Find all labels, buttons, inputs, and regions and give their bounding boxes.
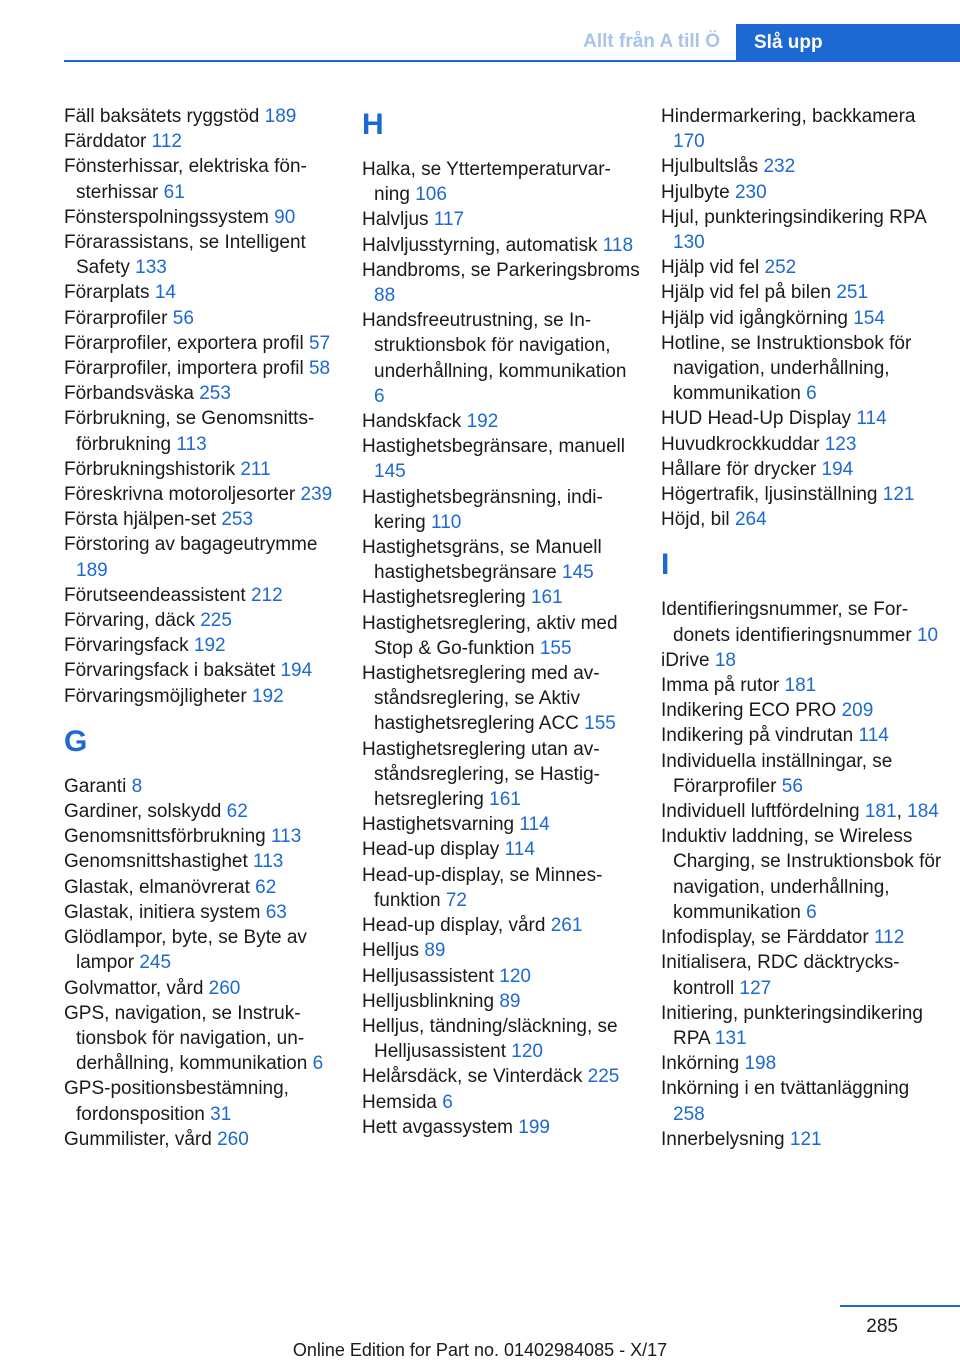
index-entry (64, 774, 342, 799)
page-reference-link[interactable]: 154 (853, 307, 885, 329)
index-entry (362, 585, 640, 610)
index-term: Hållare för drycker (661, 458, 817, 480)
index-entry (661, 306, 946, 331)
index-entry (362, 661, 640, 737)
page-reference-link[interactable]: 6 (312, 1053, 324, 1075)
page-reference-link[interactable]: 6 (806, 901, 817, 923)
page-reference-link[interactable]: 123 (824, 433, 857, 455)
index-term: Handsfreeutrustning, se Instruktionsbok för navigation, underhållning, kommunikation (362, 310, 627, 382)
page-reference-link[interactable]: 253 (199, 383, 231, 405)
page-reference-link[interactable]: 10 (916, 624, 939, 646)
page-reference-link[interactable]: 88 (374, 285, 396, 307)
index-column-2 (362, 104, 640, 1140)
index-term: Helljusassistent (362, 965, 494, 987)
index-term: Identifieringsnummer, se Fordonets identifieringsnummer (661, 599, 912, 646)
index-term: Färddator (64, 131, 147, 153)
page-reference-link[interactable]: 199 (518, 1116, 550, 1138)
page-reference-link[interactable]: 181 (784, 675, 817, 697)
index-entry (661, 824, 946, 925)
page-reference-link[interactable]: 145 (374, 461, 406, 483)
page-reference-link[interactable]: 258 (673, 1103, 705, 1125)
index-term: Första hjälpen-set (64, 509, 217, 531)
index-entry (661, 482, 946, 507)
section-letter: G (64, 724, 88, 758)
index-entry (661, 1127, 946, 1152)
page-reference-link[interactable]: 118 (602, 234, 634, 256)
index-entry (661, 205, 946, 255)
index-term: Förarprofiler, importera profil (64, 358, 304, 380)
section-letter: I (661, 548, 670, 582)
index-term: Individuella inställningar, se Förarprofiler (661, 750, 893, 797)
index-entry (362, 837, 640, 862)
index-term: Helljus, tändning/släckning, se Helljusassistent (362, 1015, 618, 1063)
index-entry (362, 1115, 640, 1140)
index-entry (661, 255, 946, 280)
index-entry (661, 723, 946, 748)
page-reference-link[interactable]: 56 (172, 307, 194, 329)
index-term: Gummilister, vård (64, 1128, 212, 1150)
page-reference-link[interactable]: 225 (200, 610, 232, 632)
index-column-3 (661, 104, 946, 1152)
index-entry (64, 205, 342, 230)
page-reference-link[interactable]: 212 (250, 584, 283, 606)
index-term: Hastighetsvarning (362, 814, 515, 836)
index-entry (362, 863, 640, 913)
section-spacer (64, 709, 342, 721)
index-column-1 (64, 104, 342, 1152)
index-entry (64, 824, 342, 849)
index-entry (64, 1127, 342, 1152)
index-term: Indikering på vindrutan (661, 725, 854, 747)
index-entry (661, 331, 946, 407)
page-reference-link[interactable]: 245 (139, 952, 172, 974)
index-entry (362, 611, 640, 661)
footer-rule (840, 1305, 960, 1307)
index-term: Genomsnittsförbrukning (64, 826, 266, 848)
index-term: Gardiner, solskydd (64, 801, 222, 823)
index-entry (661, 180, 946, 205)
page-reference-link[interactable]: 131 (714, 1027, 747, 1049)
index-term: Hjälp vid fel på bilen (661, 282, 832, 304)
page-reference-link[interactable]: 253 (221, 509, 254, 531)
index-term: Head-up display (362, 839, 500, 861)
index-entry (661, 280, 946, 305)
index-entry (661, 1076, 946, 1126)
index-term: Huvudkrockkuddar (661, 433, 820, 455)
page-number: 285 (866, 1316, 898, 1337)
index-term: Induktiv laddning, se Wireless Charging, se Instruktionsbok för navigation, underhållning, kommunikation (661, 826, 942, 923)
tab-look-up[interactable]: Slå upp (736, 24, 960, 62)
index-entry (362, 434, 640, 484)
index-term: Glödlampor, byte, se Byte av lampor (64, 927, 307, 974)
index-entry (64, 799, 342, 824)
index-term: Infodisplay, se Färddator (661, 927, 869, 949)
index-term: Fäll baksätets ryggstöd (64, 106, 260, 127)
index-entry (661, 698, 946, 723)
index-entry (64, 406, 342, 456)
index-entry (362, 737, 640, 813)
page-reference-link[interactable]: 18 (714, 649, 736, 671)
page-reference-link[interactable]: 261 (550, 915, 583, 937)
index-entry (362, 989, 640, 1014)
page-reference-link[interactable]: 121 (882, 484, 915, 506)
index-entry (64, 925, 342, 975)
page-reference-link[interactable]: 89 (424, 940, 446, 962)
page-reference-link[interactable]: 114 (519, 814, 550, 836)
index-entry (362, 308, 640, 409)
index-term: Förvaringsmöjligheter (64, 685, 247, 707)
page-reference-link[interactable]: 120 (511, 1041, 543, 1063)
index-term: Förutseendeassistent (64, 584, 246, 606)
index-entry (64, 900, 342, 925)
index-entry (362, 1090, 640, 1115)
page-reference-link[interactable]: 72 (445, 889, 467, 911)
page-reference-link[interactable]: 192 (193, 635, 226, 657)
index-entry (362, 258, 640, 308)
page-reference-link[interactable]: 252 (764, 257, 797, 279)
page-reference-link[interactable]: 63 (265, 901, 287, 923)
index-entry (64, 104, 342, 129)
page-reference-link[interactable]: 260 (208, 977, 241, 999)
index-entry (64, 331, 342, 356)
index-entry (661, 673, 946, 698)
index-term: Hjul, punkteringsindikering RPA (661, 206, 926, 228)
index-term: Höjd, bil (661, 509, 730, 531)
index-entry (661, 507, 946, 532)
index-entry (362, 812, 640, 837)
index-term: GPS, navigation, se Instruktionsbok för navigation, underhållning, kommunikation (64, 1002, 308, 1075)
index-term: Hindermarkering, backkamera (661, 106, 916, 127)
header-rule (64, 60, 960, 62)
page-reference-link[interactable]: 145 (562, 562, 594, 584)
index-entry (362, 157, 640, 207)
index-term: Hotline, se Instruktionsbok för navigation, underhållning, kommunikation (661, 332, 912, 405)
index-term: Hastighetsreglering (362, 587, 526, 609)
page-reference-link[interactable]: 194 (280, 660, 313, 682)
index-term: Hastighetsbegränsning, indikering (362, 486, 603, 533)
index-entry (661, 104, 946, 154)
index-term: Förbrukningshistorik (64, 458, 236, 480)
index-term: HUD Head-Up Display (661, 408, 852, 430)
index-entry (661, 950, 946, 1000)
page-reference-link[interactable]: 127 (739, 977, 772, 999)
index-entry (64, 482, 342, 507)
index-entry (64, 532, 342, 582)
index-entry (362, 535, 640, 585)
index-entry (64, 381, 342, 406)
page-reference-link[interactable]: 6 (806, 383, 817, 405)
index-entry (64, 976, 342, 1001)
index-term: iDrive (661, 649, 710, 671)
index-entry (661, 648, 946, 673)
index-entry (661, 154, 946, 179)
index-entry (64, 507, 342, 532)
page-reference-link[interactable]: 189 (76, 559, 108, 581)
page-reference-link[interactable]: 112 (151, 131, 182, 153)
page-reference-link[interactable]: 155 (584, 713, 616, 735)
page-reference-link[interactable]: 112 (873, 927, 905, 949)
index-term: Förbrukning, se Genomsnittsförbrukning (64, 408, 315, 455)
index-term: Indikering ECO PRO (661, 700, 837, 722)
index-term: Helljus (362, 940, 420, 962)
page-reference-link[interactable]: 14 (154, 282, 176, 304)
index-term: Initialisera, RDC däcktryckskontroll (661, 952, 900, 999)
page-reference-link[interactable]: 194 (821, 458, 854, 480)
page-reference-link[interactable]: 121 (789, 1128, 822, 1150)
index-entry (362, 913, 640, 938)
index-term: Förarassistans, se Intelligent Safety (64, 232, 306, 279)
index-term: Hastighetsgräns, se Manuell hastighetsbegränsare (362, 537, 602, 584)
index-entry (362, 1064, 640, 1089)
index-term: Innerbelysning (661, 1128, 785, 1150)
index-entry (64, 154, 342, 204)
page-reference-link[interactable]: 58 (308, 358, 331, 380)
page-reference-link[interactable]: 114 (856, 408, 887, 430)
index-entry (362, 938, 640, 963)
index-entry (64, 658, 342, 683)
index-term: Hemsida (362, 1091, 437, 1113)
page-reference-link[interactable]: 239 (300, 484, 333, 506)
index-term: Hett avgassystem (362, 1116, 513, 1138)
page-reference-link[interactable]: 113 (176, 433, 207, 455)
page-reference-link[interactable]: 57 (309, 332, 331, 354)
index-entry (661, 432, 946, 457)
index-entry (661, 1051, 946, 1076)
page-reference-link[interactable]: 117 (433, 209, 465, 231)
index-entry (64, 457, 342, 482)
index-term: Glastak, elmanövrerat (64, 876, 250, 898)
index-term: Halka, se Yttertemperaturvarning (362, 159, 611, 206)
index-entry (64, 608, 342, 633)
index-entry (64, 849, 342, 874)
page-reference-link[interactable]: 211 (240, 458, 271, 480)
page-reference-link[interactable]: 61 (163, 181, 185, 203)
page-reference-link[interactable]: 113 (271, 826, 302, 848)
section-spacer (661, 532, 946, 544)
index-entry (64, 684, 342, 709)
index-term: Handskfack (362, 411, 462, 433)
page-reference-link[interactable]: 161 (489, 789, 521, 811)
page-reference-link[interactable]: 192 (466, 411, 499, 433)
page-reference-link[interactable]: 181 (864, 801, 897, 823)
index-entry: Individuell luftfördelning 181, 184 (661, 801, 939, 823)
page-reference-link[interactable]: 110 (431, 511, 462, 533)
index-term: Handbroms, se Parkeringsbroms (362, 259, 640, 281)
index-entry (64, 1076, 342, 1126)
index-term: Förvaring, däck (64, 610, 195, 632)
page-reference-link[interactable]: 192 (251, 685, 284, 707)
page-reference-link[interactable]: 90 (274, 206, 296, 228)
index-term: Föreskrivna motoroljesorter (64, 484, 296, 506)
page-reference-link[interactable]: 209 (841, 700, 874, 722)
index-term: Förvaringsfack i baksätet (64, 660, 276, 682)
index-entry (64, 875, 342, 900)
index-term: Helljusblinkning (362, 990, 495, 1012)
index-term: Hjulbyte (661, 181, 730, 203)
index-term: GPS-positionsbestämning, fordonsposition (64, 1078, 289, 1125)
index-entry (64, 129, 342, 154)
page-reference-link[interactable]: 230 (734, 181, 767, 203)
index-term: Hjälp vid fel (661, 257, 760, 279)
index-term: Inkörning (661, 1053, 740, 1075)
index-entry (64, 356, 342, 381)
section-letter: H (362, 108, 384, 141)
index-term: Head-up-display, se Minnesfunktion (362, 864, 603, 911)
index-entry (661, 925, 946, 950)
page-reference-link[interactable]: 113 (253, 851, 284, 873)
page-reference-link[interactable]: 120 (499, 965, 531, 987)
index-term: Genomsnittshastighet (64, 851, 248, 873)
page-reference-link[interactable]: 89 (499, 990, 521, 1012)
index-term: Imma på rutor (661, 675, 780, 697)
index-term: Hjulbultslås (661, 156, 759, 178)
page-reference-link[interactable]: 232 (763, 156, 796, 178)
index-entry (362, 485, 640, 535)
page-reference-link[interactable]: 6 (374, 385, 385, 407)
index-term: Garanti (64, 775, 127, 797)
index-term: Förarprofiler, exportera profil (64, 332, 304, 354)
index-term: Inkörning i en tvättanläggning (661, 1078, 910, 1100)
index-entry (64, 230, 342, 280)
index-term: Hastighetsreglering utan avståndsreglering, se Hastighetsreglering (362, 738, 600, 811)
index-term: Individuell luftfördelning (661, 801, 860, 823)
index-entry (362, 1014, 640, 1064)
page-reference-link[interactable]: 8 (131, 775, 143, 797)
index-term: Förvaringsfack (64, 635, 189, 657)
index-term: Fönsterspolningssystem (64, 206, 269, 228)
index-term: Fönsterhissar, elektriska fönsterhissar (64, 156, 307, 203)
page-reference-link[interactable]: 106 (415, 184, 447, 206)
page-reference-link[interactable]: 62 (226, 801, 248, 823)
index-term: Förarprofiler (64, 307, 168, 329)
page-reference-link[interactable]: 31 (210, 1103, 232, 1125)
index-entry (362, 964, 640, 989)
index-term: Hjälp vid igångkörning (661, 307, 848, 329)
index-entry (362, 207, 640, 232)
index-term: Glastak, initiera system (64, 901, 261, 923)
index-entry (64, 583, 342, 608)
page-reference-link[interactable]: 170 (673, 131, 705, 153)
index-term: Förarplats (64, 282, 150, 304)
index-term: Initiering, punkteringsindikering RPA (661, 1002, 923, 1049)
index-entry (362, 409, 640, 434)
index-term: Golvmattor, vård (64, 977, 204, 999)
index-entry (661, 406, 946, 431)
page-reference-link[interactable]: 260 (217, 1128, 249, 1150)
page-reference-link[interactable]: 6 (442, 1091, 453, 1113)
index-entry (64, 1001, 342, 1077)
page-reference-link[interactable]: 133 (135, 257, 167, 279)
page-header (64, 24, 960, 62)
index-term: Halvljusstyrning, automatisk (362, 234, 598, 256)
index-term: Hastighetsbegränsare, manuell (362, 436, 625, 458)
edition-note: Online Edition for Part no. 01402984085 - X/17 (292, 1340, 668, 1360)
page-reference-link[interactable]: 62 (255, 876, 277, 898)
index-term: Förbandsväska (64, 383, 194, 405)
page-reference-link[interactable]: 251 (836, 282, 869, 304)
page-reference-link[interactable]: 184 (907, 801, 939, 823)
index-entry (64, 280, 342, 305)
page-reference-link[interactable]: 161 (530, 587, 563, 609)
page-reference-link[interactable]: 155 (539, 637, 572, 659)
page-reference-link[interactable]: 130 (673, 232, 705, 254)
index-entry (661, 457, 946, 482)
index-entry (64, 306, 342, 331)
page-reference-link[interactable]: 189 (264, 106, 297, 127)
page-reference-link[interactable]: 225 (587, 1066, 620, 1088)
index-term: Halvljus (362, 209, 429, 231)
index-term: Högertrafik, ljusinställning (661, 484, 878, 506)
page-reference-link[interactable]: 264 (734, 509, 767, 531)
page-reference-link[interactable]: 198 (744, 1053, 777, 1075)
page-reference-link[interactable]: 56 (781, 775, 803, 797)
index-term: Förstoring av bagageutrymme (64, 534, 318, 556)
index-entry (661, 749, 946, 799)
tab-index[interactable]: Allt från A till Ö (583, 31, 720, 52)
index-entry (362, 233, 640, 258)
index-entry (661, 597, 946, 647)
page-reference-link[interactable]: 114 (858, 725, 889, 747)
index-entry (661, 1001, 946, 1051)
index-term: Hastighetsreglering med avståndsreglering, se Aktiv hastighetsreglering ACC (362, 663, 600, 735)
index-entry (64, 633, 342, 658)
index-term: Helårsdäck, se Vinterdäck (362, 1066, 583, 1088)
index-term: Hastighetsreglering, aktiv med Stop & Go-funktion (362, 612, 618, 659)
page-reference-link[interactable]: 114 (504, 839, 535, 861)
index-term: Head-up display, vård (362, 915, 546, 937)
